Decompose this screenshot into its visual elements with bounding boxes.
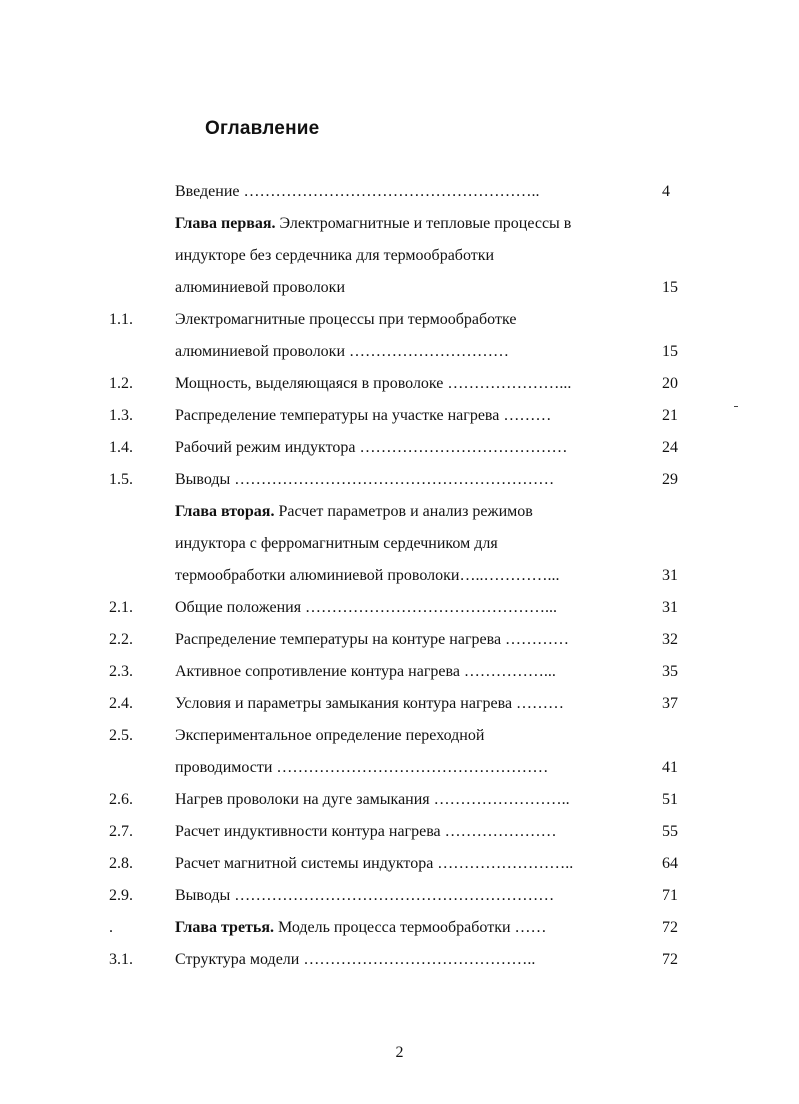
toc-page-number: 41 <box>662 759 678 776</box>
toc-chapter-heading: Глава вторая. <box>175 503 275 520</box>
toc-page-number: 55 <box>662 823 678 840</box>
toc-entry-text <box>175 400 551 432</box>
toc-entry-text <box>175 368 571 400</box>
toc-page-number: 31 <box>662 567 678 584</box>
toc-page-number: 15 <box>662 279 678 296</box>
toc-entry-title: Введение ……………………………………………….. <box>175 183 540 200</box>
toc-section-number: 1.3. <box>109 407 133 424</box>
toc-page-number: 51 <box>662 791 678 808</box>
toc-entry-text <box>175 624 569 656</box>
toc-entry <box>0 176 799 208</box>
toc-entry-text <box>175 304 516 336</box>
toc-entry <box>0 208 799 240</box>
toc-entry-title: проводимости …………………………………………… <box>175 759 549 776</box>
toc-page-number: 71 <box>662 887 678 904</box>
toc-entry <box>0 272 799 304</box>
toc-entry <box>0 432 799 464</box>
toc-entry <box>0 912 799 944</box>
toc-page-number: 35 <box>662 663 678 680</box>
toc-entry-title: Выводы …………………………………………………… <box>175 471 555 488</box>
toc-page-number: 4 <box>662 183 670 200</box>
toc-section-number: 2.2. <box>109 631 133 648</box>
toc-entry-text <box>175 816 557 848</box>
toc-entry <box>0 688 799 720</box>
toc-section-number: 2.5. <box>109 727 133 744</box>
toc-entry-text <box>175 528 498 560</box>
toc-entry-title: Электромагнитные и тепловые процессы в <box>275 215 572 232</box>
toc-entry-text <box>175 432 567 464</box>
toc-entry <box>0 240 799 272</box>
toc-page-number: 15 <box>662 343 678 360</box>
toc-entry-title: термообработки алюминиевой проволоки…..…………... <box>175 567 560 584</box>
toc-page-number: 31 <box>662 599 678 616</box>
toc-entry-title: алюминиевой проволоки ………………………… <box>175 343 510 360</box>
toc-entry-title: Структура модели …………………………………….. <box>175 951 536 968</box>
toc-page-number: 29 <box>662 471 678 488</box>
toc-entry-title: Расчет параметров и анализ режимов <box>274 503 533 520</box>
toc-entry <box>0 880 799 912</box>
toc-chapter-heading: Глава третья. <box>175 919 275 936</box>
toc-entry <box>0 560 799 592</box>
toc-section-number: 2.1. <box>109 599 133 616</box>
toc-entry-title: Расчет магнитной системы индуктора …………………….. <box>175 855 574 872</box>
toc-entry-title: Рабочий режим индуктора ………………………………… <box>175 439 568 456</box>
toc-entry-text <box>175 688 564 720</box>
toc-entry <box>0 784 799 816</box>
page-number: 2 <box>395 1044 404 1061</box>
toc-section-number: 2.8. <box>109 855 133 872</box>
toc-section-number: 1.1. <box>109 311 133 328</box>
toc-page-number: 32 <box>662 631 678 648</box>
toc-section-number: 1.4. <box>109 439 133 456</box>
toc-entry-title: Модель процесса термообработки …… <box>274 919 547 936</box>
toc-entry-title: алюминиевой проволоки <box>175 279 346 296</box>
toc-page-number: 64 <box>662 855 678 872</box>
toc-entry-text <box>175 464 554 496</box>
toc-entry-text <box>175 880 554 912</box>
toc-entry-title: Мощность, выделяющаяся в проволоке …………………... <box>175 375 572 392</box>
toc-entry <box>0 720 799 752</box>
toc-page-number: 21 <box>662 407 678 424</box>
toc-entry-title: Выводы …………………………………………………… <box>175 887 555 904</box>
toc-entry <box>0 464 799 496</box>
toc-entry-text <box>175 208 571 240</box>
toc-entry-text <box>175 944 535 976</box>
toc-entry <box>0 656 799 688</box>
toc-entry <box>0 496 799 528</box>
toc-entry <box>0 336 799 368</box>
toc-page-number: 72 <box>662 919 678 936</box>
page-title: Оглавление <box>205 118 320 139</box>
toc-section-number: 2.6. <box>109 791 133 808</box>
toc-entry-text <box>175 752 548 784</box>
toc-entry-title: Условия и параметры замыкания контура нагрева ……… <box>175 695 565 712</box>
toc-section-number: 3.1. <box>109 951 133 968</box>
toc-entry-text <box>175 336 509 368</box>
toc-entry-text <box>175 912 547 944</box>
toc-entry-title: Нагрев проволоки на дуге замыкания …………………….. <box>175 791 570 808</box>
toc-entry <box>0 816 799 848</box>
toc-entry-text <box>175 592 557 624</box>
table-of-contents <box>0 176 799 976</box>
toc-section-number: 1.2. <box>109 375 133 392</box>
toc-entry-text <box>175 656 556 688</box>
toc-entry-text <box>175 784 570 816</box>
toc-entry-title: Экспериментальное определение переходной <box>175 727 485 744</box>
toc-section-number: 2.4. <box>109 695 133 712</box>
toc-entry <box>0 752 799 784</box>
toc-page-number: 72 <box>662 951 678 968</box>
toc-page-number: 24 <box>662 439 678 456</box>
toc-entry-title: Общие положения ………………………………………... <box>175 599 558 616</box>
toc-page-number: 37 <box>662 695 678 712</box>
toc-entry <box>0 592 799 624</box>
toc-entry-text <box>175 272 345 304</box>
toc-entry <box>0 368 799 400</box>
toc-section-number: 2.3. <box>109 663 133 680</box>
toc-entry-text <box>175 848 573 880</box>
toc-page-number: 20 <box>662 375 678 392</box>
toc-entry-text <box>175 720 484 752</box>
toc-entry-title: индукторе без сердечника для термообработки <box>175 247 495 264</box>
scan-speck <box>734 406 738 407</box>
toc-entry-text <box>175 240 494 272</box>
toc-entry-title: Расчет индуктивности контура нагрева ………………… <box>175 823 557 840</box>
toc-section-number: . <box>109 919 113 936</box>
toc-entry-title: Распределение температуры на контуре нагрева ………… <box>175 631 570 648</box>
toc-entry-title: Активное сопротивление контура нагрева ……………... <box>175 663 556 680</box>
toc-section-number: 2.7. <box>109 823 133 840</box>
toc-entry-title: Распределение температуры на участке нагрева ……… <box>175 407 552 424</box>
toc-entry-title: индуктора с ферромагнитным сердечником для <box>175 535 498 552</box>
toc-chapter-heading: Глава первая. <box>175 215 276 232</box>
toc-entry <box>0 944 799 976</box>
toc-entry-text <box>175 176 540 208</box>
toc-section-number: 2.9. <box>109 887 133 904</box>
toc-entry <box>0 400 799 432</box>
toc-entry <box>0 304 799 336</box>
toc-entry <box>0 528 799 560</box>
toc-entry-text <box>175 496 533 528</box>
toc-entry-text <box>175 560 559 592</box>
toc-section-number: 1.5. <box>109 471 133 488</box>
toc-entry <box>0 848 799 880</box>
toc-entry-title: Электромагнитные процессы при термообработке <box>175 311 517 328</box>
toc-entry <box>0 624 799 656</box>
